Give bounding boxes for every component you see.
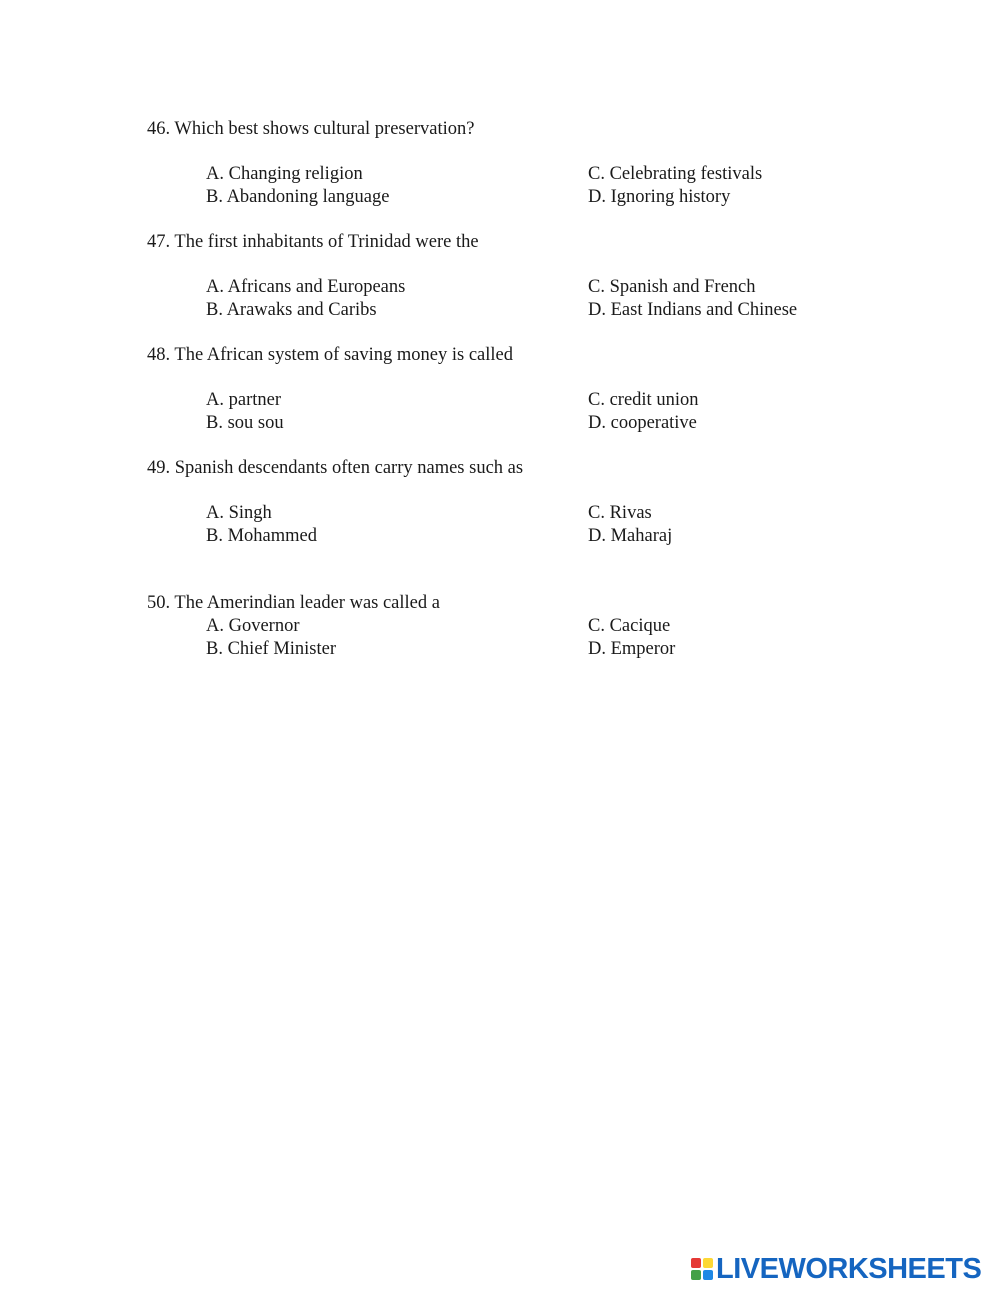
- question-50-option-b[interactable]: B. Chief Minister: [206, 639, 337, 659]
- question-48-option-d[interactable]: D. cooperative: [588, 413, 697, 433]
- liveworksheets-logo: [691, 1253, 981, 1285]
- question-49-option-b[interactable]: B. Mohammed: [206, 526, 317, 546]
- question-49-prompt: 49. Spanish descendants often carry names such as: [147, 458, 524, 478]
- question-49-option-a[interactable]: A. Singh: [206, 503, 272, 523]
- question-46-option-c[interactable]: C. Celebrating festivals: [588, 164, 763, 184]
- logo-wordmark: LIVEWORKSHEETS: [716, 1253, 982, 1285]
- logo-tile-blue: [703, 1270, 713, 1280]
- question-50-option-c[interactable]: C. Cacique: [588, 616, 671, 636]
- question-47-option-b[interactable]: B. Arawaks and Caribs: [206, 300, 377, 320]
- question-46-option-d[interactable]: D. Ignoring history: [588, 187, 731, 207]
- question-48-prompt: 48. The African system of saving money is called: [147, 345, 513, 365]
- question-50-prompt: 50. The Amerindian leader was called a: [147, 593, 440, 613]
- logo-tile-red: [691, 1258, 701, 1268]
- question-47-option-a[interactable]: A. Africans and Europeans: [206, 277, 406, 297]
- question-50-option-d[interactable]: D. Emperor: [588, 639, 676, 659]
- question-46-prompt: 46. Which best shows cultural preservation?: [147, 119, 475, 139]
- question-47-option-c[interactable]: C. Spanish and French: [588, 277, 756, 297]
- question-48-option-b[interactable]: B. sou sou: [206, 413, 284, 433]
- logo-tile-green: [691, 1270, 701, 1280]
- question-47-prompt: 47. The first inhabitants of Trinidad were the: [147, 232, 479, 252]
- liveworksheets-logo-icon: [691, 1258, 713, 1280]
- question-49-option-c[interactable]: C. Rivas: [588, 503, 652, 523]
- question-48-option-a[interactable]: A. partner: [206, 390, 281, 410]
- question-46-option-b[interactable]: B. Abandoning language: [206, 187, 390, 207]
- question-47-option-d[interactable]: D. East Indians and Chinese: [588, 300, 798, 320]
- question-49-option-d[interactable]: D. Maharaj: [588, 526, 673, 546]
- question-46-option-a[interactable]: A. Changing religion: [206, 164, 363, 184]
- question-50-option-a[interactable]: A. Governor: [206, 616, 300, 636]
- question-48-option-c[interactable]: C. credit union: [588, 390, 699, 410]
- logo-tile-yellow: [703, 1258, 713, 1268]
